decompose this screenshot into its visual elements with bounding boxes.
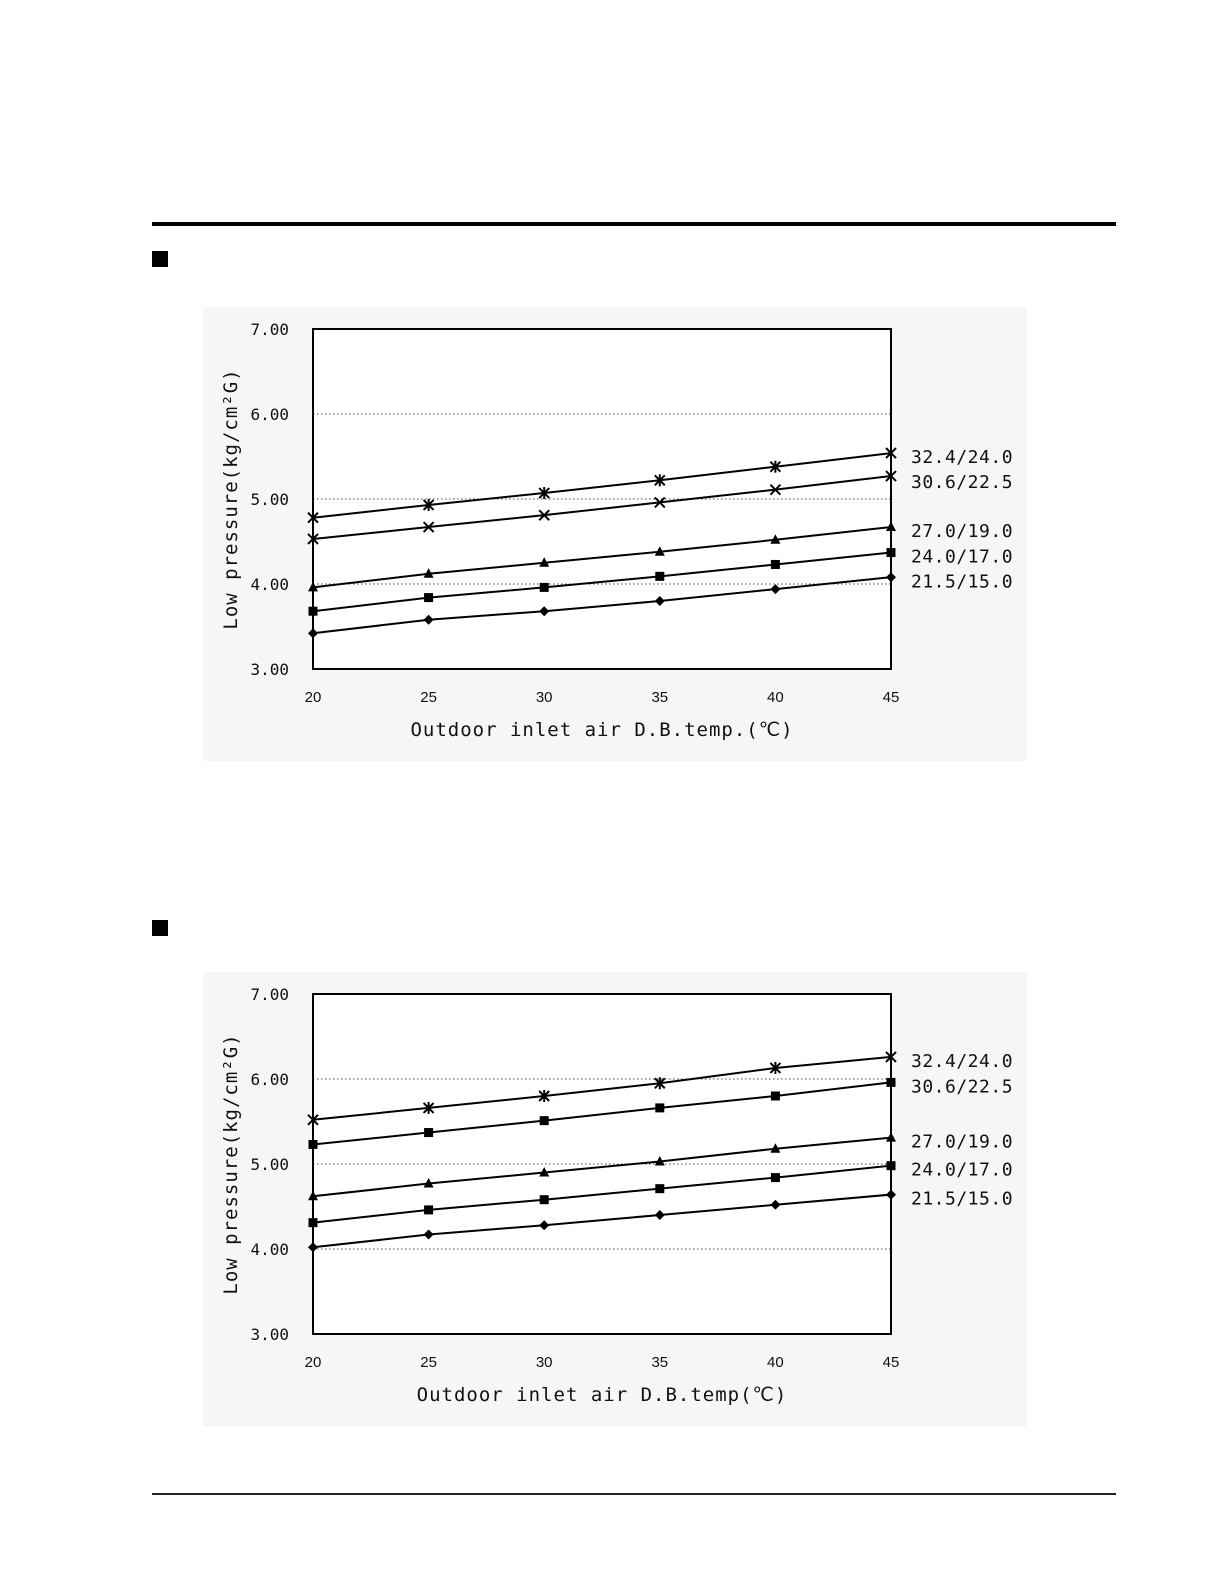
low-pressure-chart-2	[203, 972, 1027, 1426]
data-point	[655, 1103, 664, 1112]
y-tick-label: 3.00	[250, 660, 289, 679]
y-axis-title: Low pressure(kg/cm²G)	[220, 1033, 242, 1295]
section-bullet-2	[152, 920, 168, 936]
low-pressure-chart-1	[203, 307, 1027, 761]
y-tick-label: 5.00	[250, 490, 289, 509]
data-point	[771, 1092, 780, 1101]
y-axis-title: Low pressure(kg/cm²G)	[220, 368, 242, 630]
legend-label: 27.0/19.0	[911, 521, 1014, 543]
data-point	[424, 593, 433, 602]
data-point	[540, 1195, 549, 1204]
x-tick-label: 40	[767, 1354, 784, 1371]
y-tick-label: 4.00	[250, 575, 289, 594]
x-tick-label: 25	[420, 689, 437, 706]
legend-label: 24.0/17.0	[911, 546, 1014, 568]
chart-panel-2	[203, 972, 1027, 1426]
x-tick-label: 35	[651, 1354, 669, 1371]
legend-label: 32.4/24.0	[911, 447, 1014, 469]
x-tick-label: 30	[535, 689, 553, 706]
data-point	[887, 1161, 896, 1170]
legend-label: 30.6/22.5	[911, 472, 1014, 494]
legend-label: 27.0/19.0	[911, 1131, 1014, 1153]
legend-label: 32.4/24.0	[911, 1050, 1014, 1072]
x-tick-label: 20	[304, 689, 322, 706]
y-tick-label: 4.00	[250, 1240, 289, 1259]
data-point	[540, 1116, 549, 1125]
x-tick-label: 45	[882, 689, 900, 706]
data-point	[655, 572, 664, 581]
bottom-rule	[152, 1493, 1116, 1495]
data-point	[771, 560, 780, 569]
data-point	[887, 1078, 896, 1087]
section-bullet-1	[152, 251, 168, 267]
y-tick-label: 6.00	[250, 1070, 289, 1089]
y-tick-label: 3.00	[250, 1325, 289, 1344]
data-point	[309, 607, 318, 616]
data-point	[540, 583, 549, 592]
x-axis-title: Outdoor inlet air D.B.temp.(℃)	[410, 719, 794, 741]
x-tick-label: 20	[304, 1354, 322, 1371]
y-tick-label: 5.00	[250, 1155, 289, 1174]
data-point	[424, 1128, 433, 1137]
chart-panel-1	[203, 307, 1027, 761]
x-tick-label: 30	[535, 1354, 553, 1371]
data-point	[424, 1205, 433, 1214]
data-point	[309, 1140, 318, 1149]
y-tick-label: 7.00	[250, 320, 289, 339]
y-tick-label: 6.00	[250, 405, 289, 424]
legend-label: 21.5/15.0	[911, 571, 1014, 593]
legend-label: 30.6/22.5	[911, 1076, 1014, 1098]
data-point	[655, 1184, 664, 1193]
x-tick-label: 25	[420, 1354, 437, 1371]
data-point	[309, 1218, 318, 1227]
x-axis-title: Outdoor inlet air D.B.temp(℃)	[416, 1384, 788, 1406]
x-tick-label: 35	[651, 689, 669, 706]
x-tick-label: 45	[882, 1354, 900, 1371]
x-tick-label: 40	[767, 689, 784, 706]
data-point	[887, 548, 896, 557]
legend-label: 21.5/15.0	[911, 1188, 1014, 1210]
top-rule	[152, 222, 1116, 226]
y-tick-label: 7.00	[250, 985, 289, 1004]
data-point	[771, 1173, 780, 1182]
legend-label: 24.0/17.0	[911, 1159, 1014, 1181]
